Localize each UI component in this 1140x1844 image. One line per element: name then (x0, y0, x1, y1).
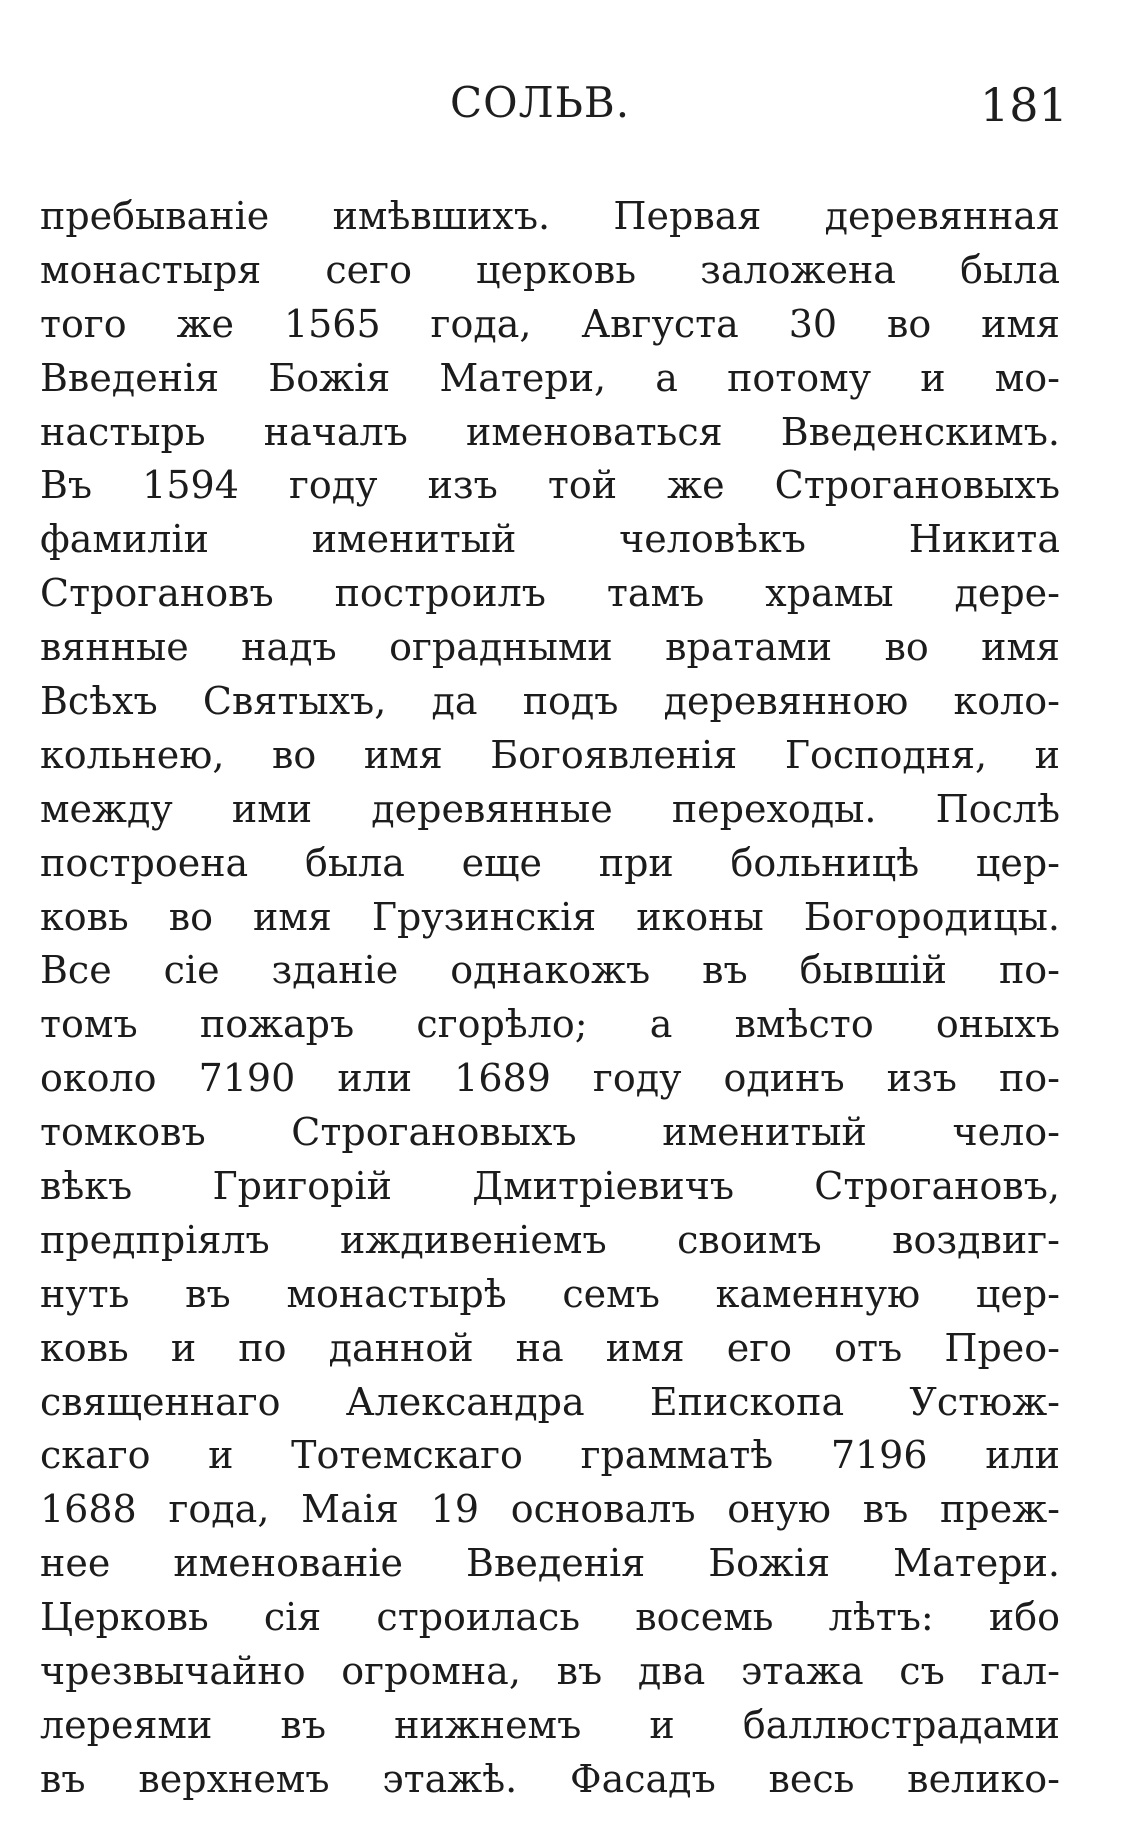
text-line: Въ 1594 году изъ той же Строгановыхъ (40, 463, 1060, 508)
text-line: монастыря сего церковь заложена была (40, 247, 1060, 292)
body-text (40, 190, 1060, 1807)
text-line: вѣкъ Григорій Дмитріевичъ Строгановъ, (40, 1164, 1060, 1209)
text-line: ковь во имя Грузинскія иконы Богородицы. (40, 894, 1060, 939)
text-line: того же 1565 года, Августа 30 во имя (40, 301, 1060, 346)
running-title: СОЛЬВ. (450, 78, 631, 127)
text-line: Строгановъ построилъ тамъ храмы дере- (40, 571, 1060, 616)
text-line: томъ пожаръ сгорѣло; а вмѣсто оныхъ (40, 1002, 1060, 1047)
text-line: пребываніе имѣвшихъ. Первая деревянная (40, 194, 1060, 238)
text-line: ковь и по данной на имя его отъ Прео- (40, 1325, 1060, 1370)
text-line: нее именованіе Введенія Божія Матери. (40, 1541, 1060, 1586)
text-line: построена была еще при больницѣ цер- (40, 840, 1060, 885)
text-line: Введенія Божія Матери, а потому и мо- (40, 355, 1060, 400)
text-line: скаго и Тотемскаго грамматѣ 7196 или (40, 1433, 1060, 1478)
text-line: предпріялъ иждивеніемъ своимъ воздвиг- (40, 1217, 1060, 1262)
text-line: фамиліи именитый человѣкъ Никита (40, 517, 1060, 562)
text-line: вянные надъ оградными вратами во имя (40, 625, 1060, 670)
text-line: настырь началъ именоваться Введенскимъ. (40, 409, 1060, 454)
text-line: томковъ Строгановыхъ именитый чело- (40, 1110, 1060, 1155)
page-number: 181 (980, 78, 1068, 132)
text-line: лереями въ нижнемъ и баллюстрадами (40, 1702, 1060, 1747)
text-line: въ верхнемъ этажѣ. Фасадъ весь велико- (40, 1756, 1060, 1801)
text-line: священнаго Александра Епископа Устюж- (40, 1379, 1060, 1424)
running-head (0, 78, 1140, 138)
text-line: около 7190 или 1689 году одинъ изъ по- (40, 1056, 1060, 1101)
text-line: Всѣхъ Святыхъ, да подъ деревянною коло- (40, 679, 1060, 724)
text-line: Церковь сія строилась восемь лѣтъ: ибо (40, 1595, 1060, 1640)
text-line: Все сіе зданіе однакожъ въ бывшій по- (40, 948, 1060, 993)
text-line: чрезвычайно огромна, въ два этажа съ гал- (40, 1649, 1060, 1694)
text-line: 1688 года, Маія 19 основалъ оную въ преж- (40, 1487, 1060, 1532)
text-line: кольнею, во имя Богоявленія Господня, и (40, 732, 1060, 777)
text-line: нуть въ монастырѣ семъ каменную цер- (40, 1271, 1060, 1316)
text-line: между ими деревянные переходы. Послѣ (40, 786, 1060, 831)
